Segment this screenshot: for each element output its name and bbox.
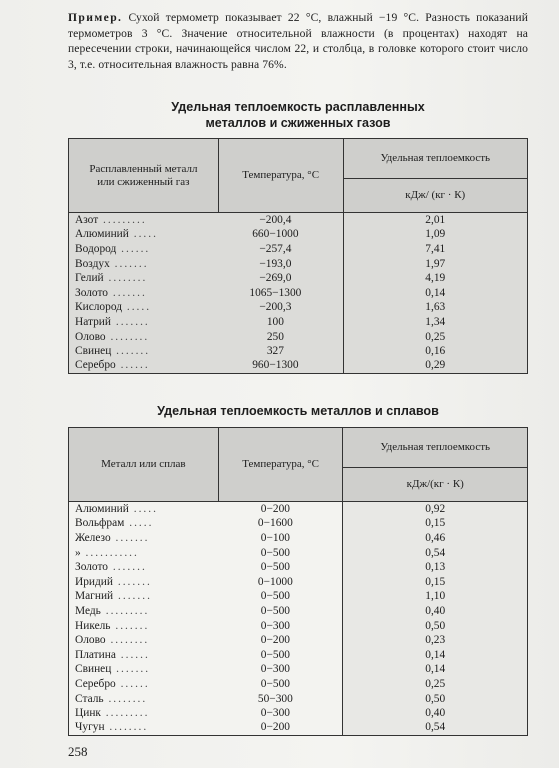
table1-col-temp-header: Температура, °С — [218, 139, 343, 213]
table1-title — [68, 99, 528, 131]
row-name-text: Алюминий — [75, 228, 129, 241]
row-temperature: 0−500 — [218, 589, 343, 604]
row-temperature: −200,3 — [218, 300, 343, 315]
table2-col-temp-header: Температура, °С — [218, 428, 343, 502]
leader-dots: ..... — [128, 503, 158, 516]
row-specific-heat: 0,25 — [343, 677, 528, 692]
leader-dots: ..... — [128, 228, 158, 241]
row-temperature: −257,4 — [218, 242, 343, 257]
leader-dots: ....... — [111, 663, 151, 676]
row-name-text: Свинец — [75, 663, 112, 676]
table1-title-line1: Удельная теплоемкость расплавленных — [171, 100, 425, 114]
table-row — [69, 227, 528, 242]
table-row — [69, 502, 528, 517]
leader-dots: ....... — [113, 575, 152, 588]
row-specific-heat: 0,54 — [343, 545, 528, 560]
leader-dots: ........ — [103, 692, 148, 705]
leader-dots: ........ — [105, 330, 150, 343]
row-name-text: Вольфрам — [75, 517, 125, 530]
row-specific-heat: 1,10 — [343, 589, 528, 604]
row-temperature: 0−1000 — [218, 574, 343, 589]
leader-dots: ....... — [113, 590, 152, 603]
row-name — [69, 691, 219, 706]
table-row — [69, 242, 528, 257]
row-name-text: Никель — [75, 619, 111, 632]
table-row — [69, 300, 528, 315]
row-temperature: 0−200 — [218, 502, 343, 517]
row-name-text: Цинк — [75, 707, 101, 720]
table-row — [69, 315, 528, 330]
row-specific-heat: 0,40 — [343, 706, 528, 721]
row-temperature: −193,0 — [218, 256, 343, 271]
row-temperature: 0−500 — [218, 545, 343, 560]
row-temperature: 50−300 — [218, 691, 343, 706]
row-name — [69, 213, 219, 228]
row-name-text: Платина — [75, 648, 116, 661]
table-row — [69, 560, 528, 575]
row-name-text: » — [75, 546, 81, 559]
table-row — [69, 213, 528, 228]
table-row — [69, 344, 528, 359]
table-row — [69, 516, 528, 531]
row-name — [69, 677, 219, 692]
table-molten-metals — [68, 138, 528, 374]
row-specific-heat: 1,34 — [343, 315, 528, 330]
row-name — [69, 560, 219, 575]
row-specific-heat: 0,50 — [343, 618, 528, 633]
row-name — [69, 720, 219, 735]
row-name-text: Чугун — [75, 721, 105, 734]
row-name — [69, 633, 219, 648]
table-row — [69, 618, 528, 633]
intro-text: Сухой термометр показывает 22 °С, влажный −19 °С. Разность показаний термометров 3 °С. Значение относительной влажности (в процентах) находят на пересечении строки, начинающейся числом 22, и столбца, в головке которого стоит число 3, т.е. относительная влажность равна 76%. — [68, 11, 529, 71]
leader-dots: ......... — [98, 214, 147, 227]
row-name — [69, 706, 219, 721]
row-name-text: Магний — [75, 590, 114, 603]
leader-dots: ........ — [104, 721, 149, 734]
row-specific-heat: 0,13 — [343, 560, 528, 575]
table-row — [69, 531, 528, 546]
row-temperature: 660−1000 — [218, 227, 343, 242]
row-temperature: 0−500 — [218, 560, 343, 575]
table-row — [69, 545, 528, 560]
row-temperature: 0−200 — [218, 633, 343, 648]
table-row — [69, 285, 528, 300]
table1-col-name-header: Расплавленный металл или сжиженный газ — [69, 139, 219, 213]
leader-dots: ...... — [116, 242, 151, 255]
row-temperature: 1065−1300 — [218, 285, 343, 300]
row-name-text: Серебро — [75, 359, 116, 372]
leader-dots: ..... — [122, 301, 152, 314]
row-name — [69, 358, 219, 373]
row-name-text: Железо — [75, 531, 111, 544]
row-name — [69, 315, 219, 330]
table-row — [69, 256, 528, 271]
row-temperature: 0−100 — [218, 531, 343, 546]
row-temperature: 0−300 — [218, 618, 343, 633]
leader-dots: ......... — [100, 707, 150, 720]
row-name — [69, 242, 219, 257]
row-specific-heat: 0,29 — [343, 358, 528, 373]
table1-col-value-header: Удельная теплоемкость — [343, 139, 528, 179]
table-row — [69, 574, 528, 589]
table1-title-line2: металлов и сжиженных газов — [205, 116, 391, 130]
row-specific-heat: 0,50 — [343, 691, 528, 706]
row-temperature: 100 — [218, 315, 343, 330]
row-temperature: −269,0 — [218, 271, 343, 286]
table-row — [69, 677, 528, 692]
row-name-text: Свинец — [75, 345, 112, 358]
row-name-text: Иридий — [75, 575, 114, 588]
row-temperature: 0−300 — [218, 706, 343, 721]
leader-dots: ....... — [108, 286, 147, 299]
row-specific-heat: 1,09 — [343, 227, 528, 242]
row-name — [69, 329, 219, 344]
row-temperature: 250 — [218, 329, 343, 344]
row-specific-heat: 0,15 — [343, 516, 528, 531]
row-specific-heat: 0,23 — [343, 633, 528, 648]
row-name — [69, 271, 219, 286]
row-name-text: Гелий — [75, 272, 104, 285]
intro-paragraph — [68, 10, 528, 72]
row-name — [69, 285, 219, 300]
leader-dots: ....... — [111, 345, 151, 358]
row-temperature: 327 — [218, 344, 343, 359]
leader-dots: ..... — [124, 517, 154, 530]
row-name-text: Азот — [75, 214, 99, 227]
row-name — [69, 502, 219, 517]
leader-dots: ....... — [108, 561, 147, 574]
row-name — [69, 256, 219, 271]
table-row — [69, 706, 528, 721]
row-specific-heat: 0,46 — [343, 531, 528, 546]
row-specific-heat: 2,01 — [343, 213, 528, 228]
row-name-text: Сталь — [75, 692, 104, 705]
table-metals-alloys — [68, 427, 528, 736]
table2-col-name-header: Металл или сплав — [69, 428, 219, 502]
table2-title: Удельная теплоемкость металлов и сплавов — [157, 404, 439, 418]
table-row — [69, 271, 528, 286]
row-temperature: 0−200 — [218, 720, 343, 735]
leader-dots: ...... — [115, 359, 150, 372]
row-specific-heat: 1,63 — [343, 300, 528, 315]
table-row — [69, 647, 528, 662]
row-temperature: 0−500 — [218, 647, 343, 662]
row-temperature: 0−500 — [218, 677, 343, 692]
row-specific-heat: 4,19 — [343, 271, 528, 286]
row-name — [69, 227, 219, 242]
row-temperature: 0−1600 — [218, 516, 343, 531]
row-specific-heat: 0,16 — [343, 344, 528, 359]
row-specific-heat: 0,92 — [343, 502, 528, 517]
row-specific-heat: 0,14 — [343, 285, 528, 300]
leader-dots: ...... — [115, 648, 150, 661]
table2-col-value-unit: кДж/(кг · К) — [343, 468, 528, 502]
row-temperature: 0−300 — [218, 662, 343, 677]
row-name-text: Алюминий — [75, 503, 129, 516]
table-row — [69, 589, 528, 604]
row-name — [69, 344, 219, 359]
row-temperature: −200,4 — [218, 213, 343, 228]
row-name-text: Воздух — [75, 257, 110, 270]
leader-dots: ........ — [103, 272, 148, 285]
row-name-text: Водород — [75, 242, 117, 255]
row-specific-heat: 0,14 — [343, 662, 528, 677]
table1-col-value-unit: кДж/ (кг · К) — [343, 179, 528, 213]
row-name-text: Золото — [75, 286, 109, 299]
row-name — [69, 545, 219, 560]
table-row — [69, 604, 528, 619]
leader-dots: ........... — [80, 546, 139, 559]
page-number: 258 — [68, 744, 88, 759]
row-name-text: Кислород — [75, 301, 122, 314]
row-specific-heat: 7,41 — [343, 242, 528, 257]
table-row — [69, 358, 528, 373]
leader-dots: ......... — [100, 604, 150, 617]
row-name-text: Олово — [75, 634, 106, 647]
row-temperature: 0−500 — [218, 604, 343, 619]
leader-dots: ........ — [105, 634, 150, 647]
row-name — [69, 531, 219, 546]
row-name-text: Натрий — [75, 315, 111, 328]
row-specific-heat: 0,40 — [343, 604, 528, 619]
row-specific-heat: 1,97 — [343, 256, 528, 271]
row-specific-heat: 0,54 — [343, 720, 528, 735]
row-name-text: Серебро — [75, 677, 116, 690]
table-row — [69, 691, 528, 706]
row-name — [69, 604, 219, 619]
row-name-text: Медь — [75, 604, 101, 617]
table-row — [69, 329, 528, 344]
row-name-text: Золото — [75, 561, 109, 574]
table-row — [69, 662, 528, 677]
row-specific-heat: 0,14 — [343, 647, 528, 662]
leader-dots: ....... — [109, 257, 149, 270]
row-name — [69, 300, 219, 315]
leader-dots: ...... — [115, 677, 150, 690]
row-name — [69, 618, 219, 633]
leader-dots: ....... — [111, 315, 150, 328]
table-row — [69, 720, 528, 735]
table-row — [69, 633, 528, 648]
row-specific-heat: 0,25 — [343, 329, 528, 344]
leader-dots: ....... — [110, 619, 150, 632]
row-name — [69, 662, 219, 677]
leader-dots: ....... — [110, 531, 150, 544]
row-name — [69, 574, 219, 589]
row-name-text: Олово — [75, 330, 106, 343]
row-name — [69, 589, 219, 604]
row-name — [69, 647, 219, 662]
table2-col-value-header: Удельная теплоемкость — [343, 428, 528, 468]
row-name — [69, 516, 219, 531]
row-specific-heat: 0,15 — [343, 574, 528, 589]
intro-lead: Пример. — [68, 11, 123, 24]
row-temperature: 960−1300 — [218, 358, 343, 373]
